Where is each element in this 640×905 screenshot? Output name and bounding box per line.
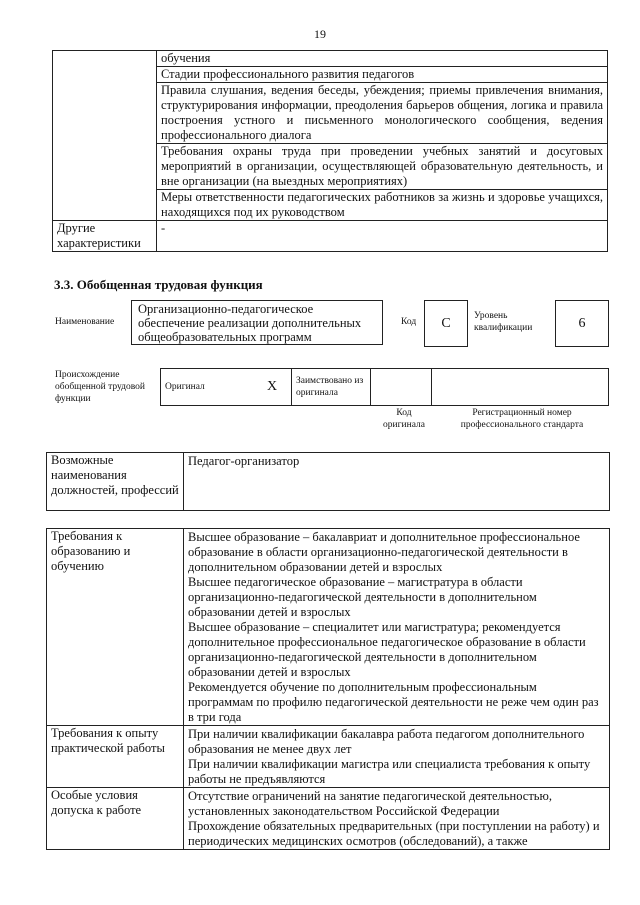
positions-table <box>46 452 610 511</box>
table-cell: Правила слушания, ведения беседы, убеждения; приемы привлечения внимания, структурирования информации, преодоления барьеров общения, логика и правила построения устного и письменного монологического сообщения, ведения профессионального диалога <box>157 83 608 144</box>
origin-label: Происхождение обобщенной трудовой функции <box>55 370 145 404</box>
list-item: Высшее образование – бакалавриат и дополнительное профессиональное образование в области организационно-педагогической деятельности в дополнительном образовании детей и взрослых <box>188 530 580 574</box>
table-cell <box>53 51 157 221</box>
original-mark: Х <box>253 369 292 406</box>
experience-label: Требования к опыту практической работы <box>47 726 184 788</box>
knowledge-table <box>52 50 608 252</box>
level-label: Уровень квалификации <box>474 311 533 333</box>
function-name-box: Организационно-педагогическое обеспечение реализации дополнительных общеобразовательных программ <box>131 300 383 345</box>
table-row <box>161 369 609 406</box>
list-item: Прохождение обязательных предварительных (при поступлении на работу) и периодических медицинских осмотров (обследований), а также <box>188 819 600 848</box>
code-value-box: С <box>424 300 468 347</box>
borrowed-label: Заимствовано из оригинала <box>292 369 371 406</box>
other-characteristics-label: Другие характеристики <box>53 221 157 252</box>
code-label: Код <box>401 317 417 327</box>
list-item: Отсутствие ограничений на занятие педагогической деятельностью, установленных законодательством Российской Федерации <box>188 789 552 818</box>
original-label: Оригинал <box>161 369 254 406</box>
section-title: 3.3. Обобщенная трудовая функция <box>54 277 263 292</box>
table-cell: Меры ответственности педагогических работников за жизнь и здоровье учащихся, находящихся под их руководством <box>157 190 608 221</box>
education-value <box>184 529 610 726</box>
table-row <box>53 51 608 67</box>
original-code-cell <box>371 369 432 406</box>
list-item: При наличии квалификации бакалавра работа педагогом дополнительного образования не менее двух лет <box>188 727 585 756</box>
reg-caption: Регистрационный номер профессионального стандарта <box>460 408 584 430</box>
requirements-table <box>46 528 610 850</box>
positions-label: Возможные наименования должностей, профессий <box>47 453 184 511</box>
page-number: 19 <box>314 27 326 41</box>
table-row <box>47 788 610 850</box>
positions-value: Педагог-организатор <box>184 453 610 511</box>
other-characteristics-value: - <box>157 221 608 252</box>
table-cell: обучения <box>157 51 608 67</box>
table-cell: Стадии профессионального развития педагогов <box>157 67 608 83</box>
admission-value <box>184 788 610 850</box>
code-caption: Код оригинала <box>383 408 425 430</box>
reg-number-cell <box>432 369 609 406</box>
list-item: Высшее педагогическое образование – магистратура в области организационно-педагогической деятельности в дополнительном образовании детей и взрослых <box>188 575 537 619</box>
education-label: Требования к образованию и обучению <box>47 529 184 726</box>
level-value-box: 6 <box>555 300 609 347</box>
origin-table <box>160 368 609 406</box>
table-row <box>53 221 608 252</box>
list-item: При наличии квалификации магистра или специалиста требования к опыту работы не предъявляются <box>188 757 591 786</box>
name-label: Наименование <box>55 317 115 327</box>
table-row <box>47 453 610 511</box>
list-item: Высшее образование – специалитет или магистратура; рекомендуется дополнительное профессиональное педагогическое образование в области организационно-педагогической деятельности в дополнительном образовании детей и взрослых <box>188 620 586 679</box>
admission-label: Особые условия допуска к работе <box>47 788 184 850</box>
list-item: Рекомендуется обучение по дополнительным профессиональным программам по профилю педагогической деятельности не реже чем один раз в три года <box>188 680 599 724</box>
table-row <box>47 529 610 726</box>
table-row <box>47 726 610 788</box>
experience-value <box>184 726 610 788</box>
table-cell: Требования охраны труда при проведении учебных занятий и досуговых мероприятий в организации, осуществляющей образовательную деятельность, и вне организации (на выездных мероприятиях) <box>157 144 608 190</box>
